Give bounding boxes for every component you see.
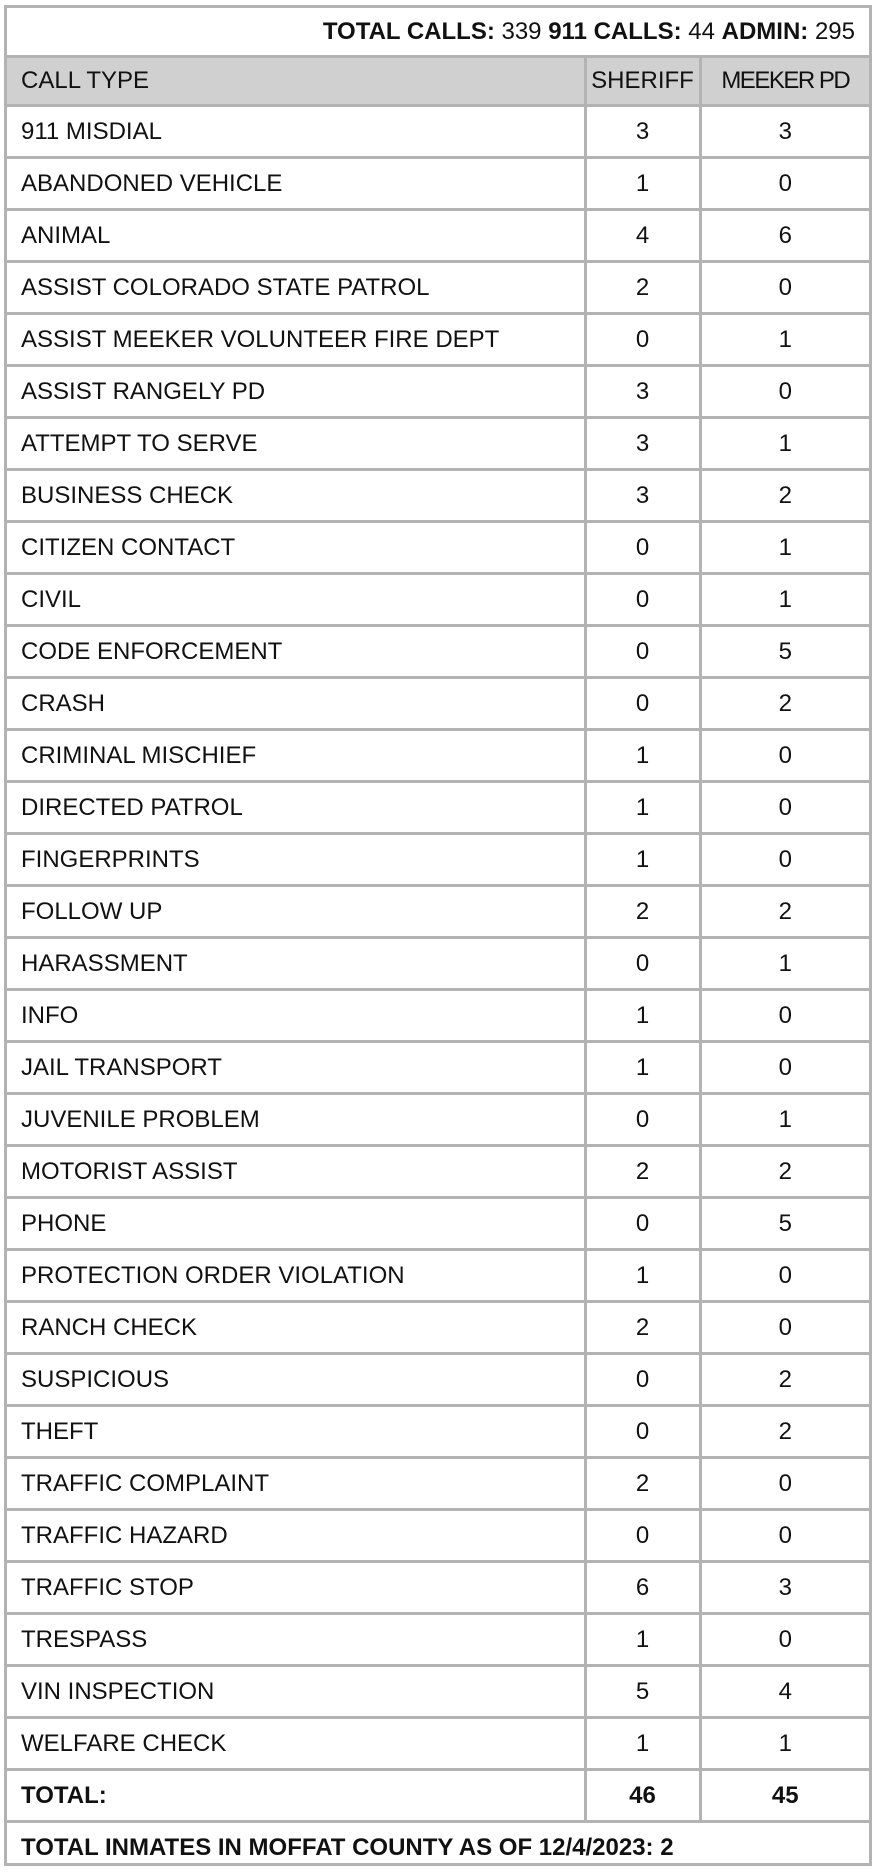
meeker-pd-count-cell: 4	[700, 1666, 869, 1718]
sheriff-count-cell: 0	[585, 626, 700, 678]
table-row	[7, 1458, 869, 1510]
meeker-pd-count-cell: 3	[700, 106, 869, 158]
table-row	[7, 938, 869, 990]
sheriff-count-cell: 6	[585, 1562, 700, 1614]
sheriff-count-cell: 1	[585, 1042, 700, 1094]
meeker-pd-count-cell: 5	[700, 626, 869, 678]
meeker-pd-count-cell: 3	[700, 1562, 869, 1614]
sheriff-count-cell: 3	[585, 418, 700, 470]
table-row	[7, 1198, 869, 1250]
meeker-pd-count-cell: 1	[700, 1094, 869, 1146]
call-type-cell: FINGERPRINTS	[7, 834, 585, 886]
call-type-cell: TRESPASS	[7, 1614, 585, 1666]
meeker-pd-count-cell: 0	[700, 990, 869, 1042]
calls-911-label: 911 CALLS:	[548, 17, 682, 45]
table-row	[7, 314, 869, 366]
table-row	[7, 1354, 869, 1406]
table-row	[7, 1614, 869, 1666]
meeker-pd-count-cell: 1	[700, 1718, 869, 1770]
meeker-pd-count-cell: 0	[700, 1458, 869, 1510]
meeker-pd-count-cell: 0	[700, 1042, 869, 1094]
sheriff-count-cell: 0	[585, 1406, 700, 1458]
meeker-pd-count-cell: 0	[700, 1614, 869, 1666]
meeker-pd-count-cell: 0	[700, 158, 869, 210]
sheriff-count-cell: 1	[585, 1718, 700, 1770]
column-header-sheriff: SHERIFF	[585, 57, 700, 106]
total-calls-label: TOTAL CALLS:	[322, 17, 495, 45]
call-type-cell: ASSIST MEEKER VOLUNTEER FIRE DEPT	[7, 314, 585, 366]
sheriff-count-cell: 0	[585, 574, 700, 626]
sheriff-count-cell: 0	[585, 1510, 700, 1562]
table-row	[7, 418, 869, 470]
sheriff-count-cell: 1	[585, 834, 700, 886]
meeker-pd-count-cell: 0	[700, 782, 869, 834]
call-type-cell: ABANDONED VEHICLE	[7, 158, 585, 210]
meeker-pd-count-cell: 1	[700, 938, 869, 990]
sheriff-count-cell: 1	[585, 1614, 700, 1666]
table-row	[7, 210, 869, 262]
summary-row	[7, 8, 869, 57]
calls-911-value: 44	[688, 17, 715, 45]
meeker-pd-count-cell: 0	[700, 1302, 869, 1354]
column-header-call-type: CALL TYPE	[7, 57, 585, 106]
total-label: TOTAL:	[7, 1770, 585, 1822]
sheriff-count-cell: 2	[585, 262, 700, 314]
meeker-pd-count-cell: 2	[700, 1354, 869, 1406]
meeker-pd-count-cell: 2	[700, 470, 869, 522]
meeker-pd-count-cell: 2	[700, 1146, 869, 1198]
meeker-pd-count-cell: 0	[700, 1250, 869, 1302]
table-row	[7, 730, 869, 782]
table-row	[7, 1510, 869, 1562]
call-type-cell: WELFARE CHECK	[7, 1718, 585, 1770]
column-header-meeker-pd: MEEKER PD	[700, 57, 869, 106]
call-type-cell: HARASSMENT	[7, 938, 585, 990]
table-row	[7, 1042, 869, 1094]
meeker-pd-count-cell: 1	[700, 522, 869, 574]
total-meeker-pd: 45	[700, 1770, 869, 1822]
meeker-pd-count-cell: 6	[700, 210, 869, 262]
call-type-cell: INFO	[7, 990, 585, 1042]
call-type-cell: PHONE	[7, 1198, 585, 1250]
meeker-pd-count-cell: 0	[700, 834, 869, 886]
table-row	[7, 522, 869, 574]
sheriff-count-cell: 1	[585, 990, 700, 1042]
sheriff-count-cell: 0	[585, 522, 700, 574]
sheriff-count-cell: 1	[585, 782, 700, 834]
meeker-pd-count-cell: 2	[700, 1406, 869, 1458]
sheriff-count-cell: 0	[585, 678, 700, 730]
table-row	[7, 1146, 869, 1198]
admin-value: 295	[814, 17, 855, 45]
total-row	[7, 1770, 869, 1822]
call-type-cell: CIVIL	[7, 574, 585, 626]
call-type-cell: CRIMINAL MISCHIEF	[7, 730, 585, 782]
sheriff-count-cell: 2	[585, 1146, 700, 1198]
table-row	[7, 574, 869, 626]
footer-row	[7, 1822, 869, 1872]
call-type-cell: SUSPICIOUS	[7, 1354, 585, 1406]
call-type-cell: BUSINESS CHECK	[7, 470, 585, 522]
table-row	[7, 834, 869, 886]
call-log-table	[7, 8, 869, 1872]
sheriff-count-cell: 0	[585, 1198, 700, 1250]
table-row	[7, 990, 869, 1042]
table-row	[7, 1094, 869, 1146]
sheriff-count-cell: 3	[585, 366, 700, 418]
table-row	[7, 782, 869, 834]
table-row	[7, 1718, 869, 1770]
table-row	[7, 470, 869, 522]
meeker-pd-count-cell: 0	[700, 366, 869, 418]
call-type-cell: CITIZEN CONTACT	[7, 522, 585, 574]
call-type-cell: JAIL TRANSPORT	[7, 1042, 585, 1094]
meeker-pd-count-cell: 1	[700, 418, 869, 470]
meeker-pd-count-cell: 1	[700, 314, 869, 366]
sheriff-count-cell: 4	[585, 210, 700, 262]
table-row	[7, 106, 869, 158]
sheriff-count-cell: 1	[585, 1250, 700, 1302]
meeker-pd-count-cell: 2	[700, 678, 869, 730]
sheriff-count-cell: 2	[585, 1302, 700, 1354]
call-type-cell: DIRECTED PATROL	[7, 782, 585, 834]
table-row	[7, 1302, 869, 1354]
call-type-cell: ANIMAL	[7, 210, 585, 262]
meeker-pd-count-cell: 1	[700, 574, 869, 626]
sheriff-count-cell: 0	[585, 938, 700, 990]
sheriff-count-cell: 1	[585, 730, 700, 782]
call-type-cell: TRAFFIC STOP	[7, 1562, 585, 1614]
table-row	[7, 1562, 869, 1614]
call-type-cell: 911 MISDIAL	[7, 106, 585, 158]
meeker-pd-count-cell: 0	[700, 1510, 869, 1562]
sheriff-count-cell: 2	[585, 1458, 700, 1510]
meeker-pd-count-cell: 0	[700, 262, 869, 314]
call-type-cell: ATTEMPT TO SERVE	[7, 418, 585, 470]
call-type-cell: MOTORIST ASSIST	[7, 1146, 585, 1198]
call-type-cell: RANCH CHECK	[7, 1302, 585, 1354]
table-row	[7, 1406, 869, 1458]
total-sheriff: 46	[585, 1770, 700, 1822]
call-type-cell: ASSIST COLORADO STATE PATROL	[7, 262, 585, 314]
sheriff-count-cell: 3	[585, 106, 700, 158]
meeker-pd-count-cell: 2	[700, 886, 869, 938]
table-row	[7, 366, 869, 418]
call-type-cell: TRAFFIC COMPLAINT	[7, 1458, 585, 1510]
call-type-cell: CODE ENFORCEMENT	[7, 626, 585, 678]
total-calls-value: 339	[501, 17, 542, 45]
table-row	[7, 626, 869, 678]
call-type-cell: FOLLOW UP	[7, 886, 585, 938]
summary-cell	[7, 8, 869, 57]
call-log-table-frame	[4, 5, 872, 1866]
meeker-pd-count-cell: 5	[700, 1198, 869, 1250]
call-type-cell: PROTECTION ORDER VIOLATION	[7, 1250, 585, 1302]
sheriff-count-cell: 2	[585, 886, 700, 938]
table-row	[7, 262, 869, 314]
admin-label: ADMIN:	[721, 17, 809, 45]
inmate-count-note: TOTAL INMATES IN MOFFAT COUNTY AS OF 12/4/2023: 2	[7, 1822, 869, 1872]
table-row	[7, 678, 869, 730]
table-row	[7, 1250, 869, 1302]
sheriff-count-cell: 0	[585, 1094, 700, 1146]
table-row	[7, 886, 869, 938]
call-type-cell: THEFT	[7, 1406, 585, 1458]
sheriff-count-cell: 1	[585, 158, 700, 210]
sheriff-count-cell: 5	[585, 1666, 700, 1718]
header-row	[7, 57, 869, 106]
sheriff-count-cell: 3	[585, 470, 700, 522]
table-row	[7, 1666, 869, 1718]
table-row	[7, 158, 869, 210]
call-type-cell: CRASH	[7, 678, 585, 730]
sheriff-count-cell: 0	[585, 314, 700, 366]
call-type-cell: JUVENILE PROBLEM	[7, 1094, 585, 1146]
call-type-cell: VIN INSPECTION	[7, 1666, 585, 1718]
meeker-pd-count-cell: 0	[700, 730, 869, 782]
call-type-cell: TRAFFIC HAZARD	[7, 1510, 585, 1562]
sheriff-count-cell: 0	[585, 1354, 700, 1406]
call-type-cell: ASSIST RANGELY PD	[7, 366, 585, 418]
